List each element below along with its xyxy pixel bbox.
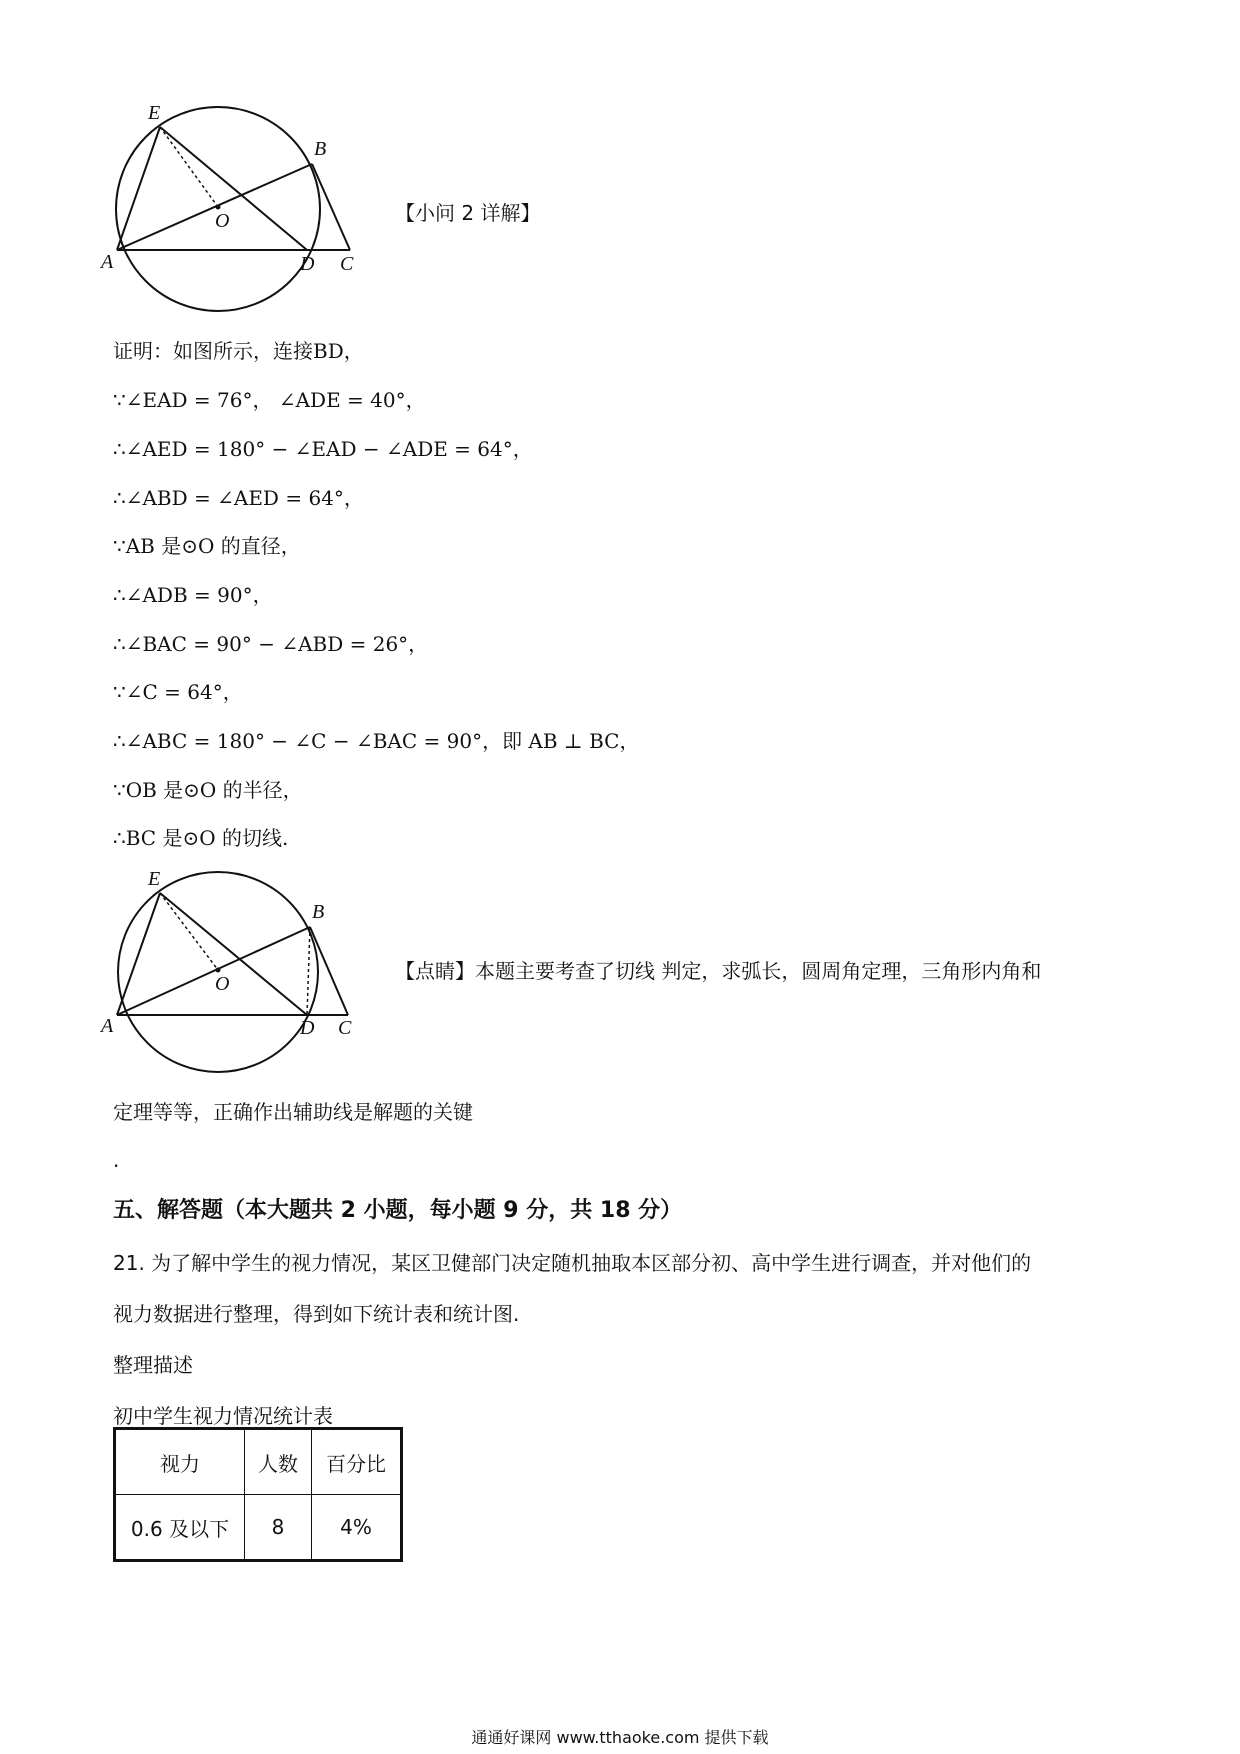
label-o: O	[215, 973, 230, 995]
table-cell-vision: 0.6 及以下	[115, 1495, 245, 1561]
vision-stat-table	[113, 1427, 403, 1562]
segment-ed	[160, 127, 307, 250]
table-title: 初中学生视力情况统计表	[113, 1404, 333, 1428]
proof-line-9: ∴∠ABC = 180° − ∠C − ∠BAC = 90°，即 AB ⊥ BC，	[113, 729, 640, 753]
label-a: A	[101, 1015, 114, 1037]
label-d: D	[300, 1017, 315, 1039]
segment-bc	[312, 164, 350, 250]
center-point	[216, 205, 221, 210]
proof-line-11: ∴BC 是⊙O 的切线.	[113, 826, 289, 850]
question-line-2: 视力数据进行整理，得到如下统计表和统计图.	[113, 1302, 520, 1326]
table-header-count: 人数	[245, 1429, 312, 1495]
question-line-1: 21. 为了解中学生的视力情况，某区卫健部门决定随机抽取本区部分初、高中学生进行调查，并对他们的	[113, 1251, 1032, 1275]
proof-line-3: ∴∠AED = 180° − ∠EAD − ∠ADE = 64°，	[113, 437, 533, 461]
center-point	[216, 968, 221, 973]
segment-ab	[117, 164, 312, 250]
table-header-percent: 百分比	[312, 1429, 402, 1495]
proof-line-10: ∵OB 是⊙O 的半径，	[113, 778, 303, 802]
proof-line-6: ∴∠ADB = 90°，	[113, 583, 273, 607]
table-cell-percent: 4%	[312, 1495, 402, 1561]
comment-first-line: 【点睛】本题主要考查了切线 判定，求弧长，圆周角定理，三角形内角和	[395, 959, 1042, 983]
proof-line-1: 证明：如图所示，连接BD，	[113, 339, 364, 363]
section-heading: 五、解答题（本大题共 2 小题，每小题 9 分，共 18 分）	[113, 1198, 683, 1223]
proof-line-8: ∵∠C = 64°，	[113, 680, 243, 704]
segment-bc	[310, 927, 348, 1015]
table-header-row	[115, 1429, 402, 1495]
label-b: B	[312, 901, 325, 923]
question-subheading: 整理描述	[113, 1353, 193, 1377]
page-footer: 通通好课网 www.tthaoke.com 提供下载	[471, 1728, 769, 1747]
circle-figure-1	[100, 90, 380, 320]
segment-eo-dashed	[160, 893, 218, 970]
label-a: A	[101, 251, 114, 273]
subquestion-label: 【小问 2 详解】	[395, 201, 541, 225]
proof-line-5: ∵AB 是⊙O 的直径，	[113, 534, 301, 558]
segment-ab	[117, 927, 310, 1015]
proof-line-4: ∴∠ABD = ∠AED = 64°，	[113, 486, 364, 510]
label-c: C	[338, 1017, 352, 1039]
label-b: B	[314, 138, 327, 160]
segment-bd-dashed	[307, 927, 310, 1015]
segment-ed	[160, 893, 307, 1015]
label-e: E	[148, 868, 161, 890]
table-header-vision: 视力	[115, 1429, 245, 1495]
label-e: E	[148, 102, 161, 124]
table-cell-count: 8	[245, 1495, 312, 1561]
label-d: D	[300, 253, 315, 275]
label-o: O	[215, 210, 230, 232]
comment-second-line: 定理等等，正确作出辅助线是解题的关键	[113, 1100, 473, 1124]
proof-line-7: ∴∠BAC = 90° − ∠ABD = 26°，	[113, 632, 429, 656]
comment-trailing: .	[113, 1148, 120, 1172]
label-c: C	[340, 253, 354, 275]
circle-figure-2	[100, 860, 380, 1090]
proof-line-2: ∵∠EAD = 76°， ∠ADE = 40°，	[113, 388, 426, 412]
table-row	[115, 1495, 402, 1561]
